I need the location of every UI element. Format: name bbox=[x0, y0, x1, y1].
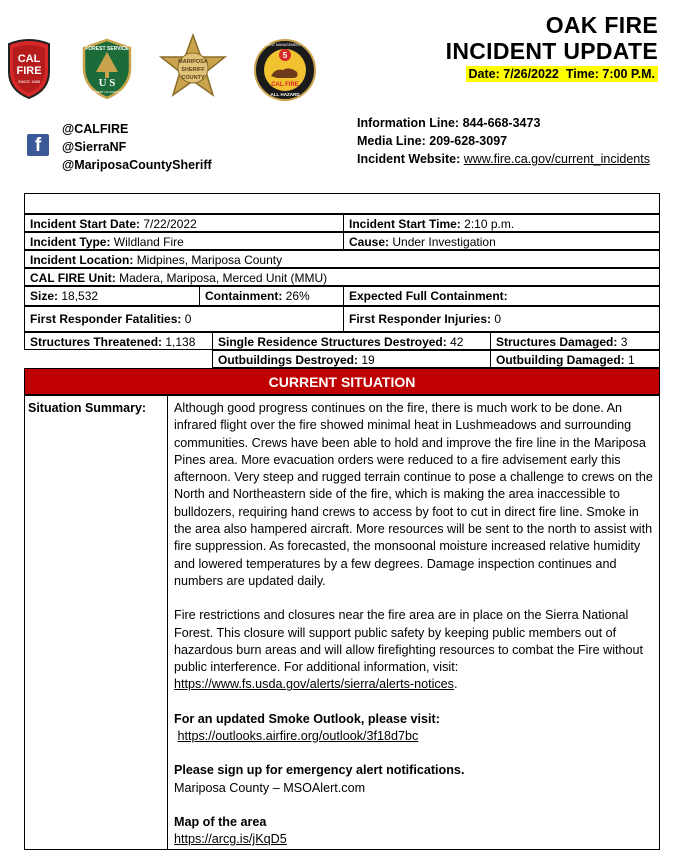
containment-label: Containment: bbox=[205, 289, 283, 303]
calfire-logo-icon bbox=[5, 38, 53, 100]
calfire-logo-text1: CAL bbox=[17, 53, 41, 65]
table-row bbox=[24, 214, 660, 232]
threatened-cell bbox=[24, 332, 213, 350]
location-cell bbox=[24, 250, 660, 268]
facebook-icon: f bbox=[27, 134, 49, 156]
fs-alerts-link[interactable]: https://www.fs.usda.gov/alerts/sierra/alerts-notices bbox=[174, 677, 454, 692]
location-value: Midpines, Mariposa County bbox=[136, 253, 283, 267]
incident-type-label: Incident Type: bbox=[30, 235, 111, 249]
smoke-outlook-block bbox=[174, 711, 656, 746]
full-containment-cell bbox=[343, 286, 660, 306]
information-line bbox=[357, 114, 650, 132]
information-line-value: 844-668-3473 bbox=[462, 116, 541, 130]
out-damaged-label: Outbuilding Damaged: bbox=[496, 353, 625, 367]
unit-cell bbox=[24, 268, 660, 286]
table-row bbox=[24, 286, 660, 306]
contact-block bbox=[357, 114, 650, 168]
map-heading: Map of the area bbox=[174, 814, 267, 829]
imt-number: 5 bbox=[282, 51, 288, 60]
situation-section bbox=[24, 395, 660, 850]
usfs-mark-text: U S bbox=[98, 77, 116, 89]
injuries-value: 0 bbox=[494, 312, 502, 326]
media-line-value: 209-628-3097 bbox=[429, 134, 508, 148]
usfs-bottom-text: DEPARTMENT OF AGRICULTURE bbox=[83, 90, 131, 94]
media-line bbox=[357, 132, 650, 150]
containment-cell bbox=[199, 286, 344, 306]
document-title-line2: INCIDENT UPDATE bbox=[445, 38, 658, 64]
date-label: Date: bbox=[468, 67, 500, 81]
injuries-label: First Responder Injuries: bbox=[349, 312, 492, 326]
table-row bbox=[24, 232, 660, 250]
size-cell bbox=[24, 286, 200, 306]
smoke-outlook-heading: For an updated Smoke Outlook, please visit: bbox=[174, 711, 440, 726]
social-handles bbox=[62, 120, 212, 174]
situation-paragraph-1: Although good progress continues on the fire, there is much work to be done. An infrared flight over the fire showed minimal heat in Lushmeadows and surrounding communities. Crews have been able to hold and improve the fire line in the Mariposa Pines area. More evacuation orders were reduced to a fire advisement early this afternoon. Very steep and rugged terrain continue to pose a challenge to crews on the North and Northeastern side of the fire, which is making the area inaccessible to bulldozers, requiring hand crews to access by foot to cut in direct fire line. Smoke in the area also hampered aircraft. More resources will be sent to the north to assist with fire suppression. As forecasted, the monsoonal moisture increased relative humidity and lowered temperatures by a few degrees. Damage inspection continues and numbers are updated daily. bbox=[174, 401, 653, 588]
alerts-block bbox=[174, 762, 656, 797]
alerts-heading: Please sign up for emergency alert notifications. bbox=[174, 763, 465, 778]
handle-mariposa-sheriff: @MariposaCountySheriff bbox=[62, 158, 212, 172]
unit-label: CAL FIRE Unit: bbox=[30, 271, 116, 285]
srs-destroyed-value: 42 bbox=[450, 335, 464, 349]
sheriff-star-badge-icon bbox=[157, 33, 229, 105]
srs-destroyed-cell bbox=[212, 332, 491, 350]
out-destroyed-label: Outbuildings Destroyed: bbox=[218, 353, 359, 367]
smoke-outlook-link[interactable]: https://outlooks.airfire.org/outlook/3f18d7bc bbox=[177, 729, 419, 744]
containment-value: 26% bbox=[285, 289, 310, 303]
imt-ring-text: INCIDENT MANAGEMENT TEAM bbox=[258, 43, 312, 47]
out-damaged-value: 1 bbox=[628, 353, 635, 367]
fatalities-label: First Responder Fatalities: bbox=[30, 312, 182, 326]
table-row bbox=[24, 350, 660, 368]
cause-label: Cause: bbox=[349, 235, 390, 249]
table-row bbox=[24, 250, 660, 268]
document-title-line1: OAK FIRE bbox=[545, 12, 658, 38]
cause-value: Under Investigation bbox=[392, 235, 496, 249]
fatalities-value: 0 bbox=[184, 312, 192, 326]
situation-summary-label: Situation Summary: bbox=[25, 396, 168, 849]
calfire-logo-text3: SINCE 1885 bbox=[17, 79, 41, 84]
table-row bbox=[24, 332, 660, 350]
situation-summary-body bbox=[174, 400, 656, 849]
cause-cell bbox=[343, 232, 660, 250]
sheriff-text3: COUNTY bbox=[181, 75, 205, 81]
start-date-label: Incident Start Date: bbox=[30, 217, 141, 231]
start-time-label: Incident Start Time: bbox=[349, 217, 461, 231]
forest-service-badge-icon bbox=[78, 38, 136, 100]
start-date-cell bbox=[24, 214, 344, 232]
date-time-line bbox=[466, 66, 659, 82]
sheriff-text1: MARIPOSA bbox=[178, 59, 208, 65]
damaged-cell bbox=[490, 332, 660, 350]
location-label: Incident Location: bbox=[30, 253, 134, 267]
handle-calfire: @CALFIRE bbox=[62, 122, 129, 136]
sheriff-text2: SHERIFF bbox=[181, 67, 205, 73]
situation-paragraph-2 bbox=[174, 607, 656, 693]
out-destroyed-cell bbox=[212, 350, 491, 368]
incident-website-link[interactable]: www.fire.ca.gov/current_incidents bbox=[463, 152, 650, 166]
incident-website bbox=[357, 150, 650, 168]
alerts-text: Mariposa County – MSOAlert.com bbox=[174, 780, 366, 795]
information-line-label: Information Line: bbox=[357, 116, 460, 130]
out-damaged-cell bbox=[490, 350, 660, 368]
start-time-cell bbox=[343, 214, 660, 232]
out-destroyed-value: 19 bbox=[361, 353, 375, 367]
srs-destroyed-label: Single Residence Structures Destroyed: bbox=[218, 335, 447, 349]
time-label: Time: bbox=[565, 67, 599, 81]
start-time-value: 2:10 p.m. bbox=[464, 217, 515, 231]
size-value: 18,532 bbox=[61, 289, 99, 303]
incident-type-value: Wildland Fire bbox=[113, 235, 184, 249]
injuries-cell bbox=[343, 306, 660, 332]
unit-value: Madera, Mariposa, Merced Unit (MMU) bbox=[119, 271, 328, 285]
situation-paragraph-2-end: . bbox=[453, 677, 458, 692]
imt-patch-icon bbox=[253, 38, 317, 102]
empty-cell bbox=[24, 193, 660, 214]
table-row bbox=[24, 193, 660, 214]
usfs-top-text: FOREST SERVICE bbox=[85, 46, 129, 52]
damaged-label: Structures Damaged: bbox=[496, 335, 618, 349]
threatened-label: Structures Threatened: bbox=[30, 335, 163, 349]
map-link[interactable]: https://arcg.is/jKqD5 bbox=[174, 832, 287, 847]
date-value: 7/26/2022 bbox=[503, 67, 559, 81]
current-situation-banner: CURRENT SITUATION bbox=[24, 368, 660, 395]
damaged-value: 3 bbox=[620, 335, 628, 349]
incident-type-cell bbox=[24, 232, 344, 250]
table-row bbox=[24, 268, 660, 286]
calfire-logo-text2: FIRE bbox=[16, 65, 42, 77]
start-date-value: 7/22/2022 bbox=[143, 217, 197, 231]
table-row bbox=[24, 306, 660, 332]
fatalities-cell bbox=[24, 306, 344, 332]
situation-paragraph-2-text: Fire restrictions and closures near the fire area are in place on the Sierra National Forest. This closure will support public safety by keeping public members out of hazardous burn areas and will allow firefighting resources to combat the Fire without public interference. For additional information, visit: bbox=[174, 608, 644, 675]
full-containment-label: Expected Full Containment: bbox=[349, 289, 508, 303]
handle-sierranf: @SierraNF bbox=[62, 140, 127, 154]
imt-text2: ALL HAZARD bbox=[270, 92, 300, 97]
media-line-label: Media Line: bbox=[357, 134, 426, 148]
imt-text1: CAL FIRE bbox=[271, 82, 299, 88]
time-value: 7:00 P.M. bbox=[602, 67, 655, 81]
threatened-value: 1,138 bbox=[165, 335, 196, 349]
incident-website-label: Incident Website: bbox=[357, 152, 461, 166]
size-label: Size: bbox=[30, 289, 59, 303]
empty-cell bbox=[24, 350, 213, 368]
map-block bbox=[174, 814, 656, 849]
